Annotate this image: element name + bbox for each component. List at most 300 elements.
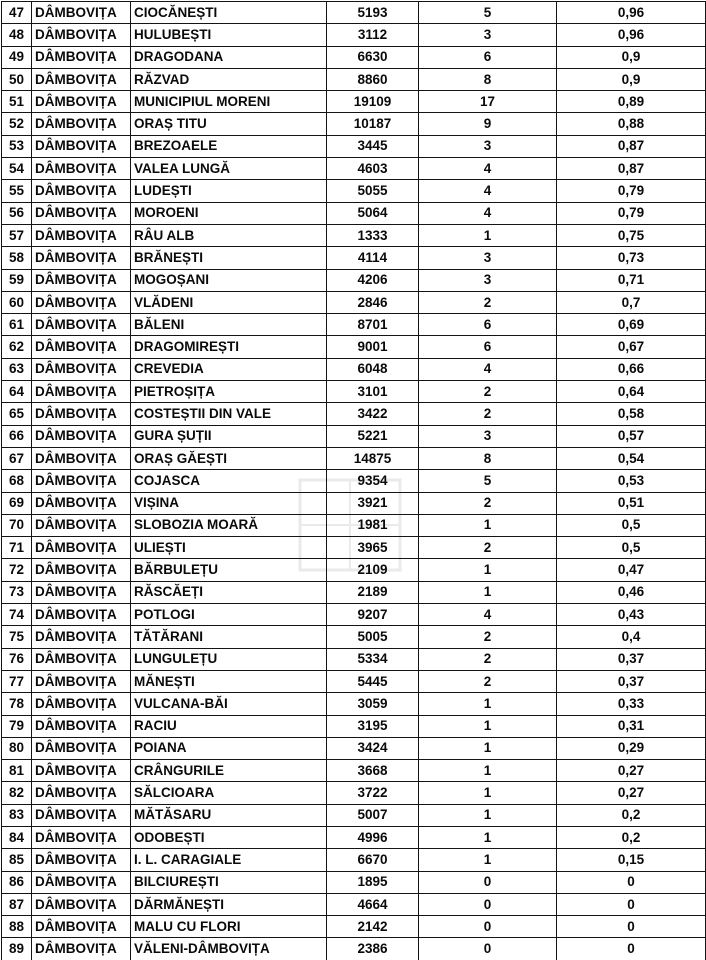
table-row xyxy=(2,581,706,603)
rate-cell: 0 xyxy=(557,893,706,915)
row-number-cell: 67 xyxy=(2,447,32,469)
cases-cell: 2 xyxy=(419,492,557,514)
population-cell: 4206 xyxy=(327,269,419,291)
county-cell: DÂMBOVIȚA xyxy=(32,381,131,403)
locality-cell: CRÂNGURILE xyxy=(131,760,327,782)
population-cell: 4996 xyxy=(327,826,419,848)
cases-cell: 0 xyxy=(419,916,557,938)
cases-cell: 1 xyxy=(419,224,557,246)
cases-cell: 3 xyxy=(419,269,557,291)
rate-cell: 0,9 xyxy=(557,46,706,68)
county-cell: DÂMBOVIȚA xyxy=(32,291,131,313)
locality-cell: MĂNEȘTI xyxy=(131,670,327,692)
table-row xyxy=(2,938,706,960)
population-cell: 3722 xyxy=(327,782,419,804)
table-row xyxy=(2,135,706,157)
cases-cell: 4 xyxy=(419,202,557,224)
row-number-cell: 72 xyxy=(2,559,32,581)
cases-cell: 0 xyxy=(419,871,557,893)
rate-cell: 0,66 xyxy=(557,358,706,380)
locality-cell: MUNICIPIUL MORENI xyxy=(131,91,327,113)
locality-cell: BREZOAELE xyxy=(131,135,327,157)
population-cell: 2109 xyxy=(327,559,419,581)
cases-cell: 1 xyxy=(419,693,557,715)
rate-cell: 0,15 xyxy=(557,849,706,871)
county-cell: DÂMBOVIȚA xyxy=(32,158,131,180)
county-cell: DÂMBOVIȚA xyxy=(32,693,131,715)
county-cell: DÂMBOVIȚA xyxy=(32,269,131,291)
locality-cell: ORAȘ TITU xyxy=(131,113,327,135)
rate-cell: 0,79 xyxy=(557,180,706,202)
table-row xyxy=(2,626,706,648)
table-row xyxy=(2,871,706,893)
population-cell: 2189 xyxy=(327,581,419,603)
table-row xyxy=(2,760,706,782)
row-number-cell: 76 xyxy=(2,648,32,670)
county-cell: DÂMBOVIȚA xyxy=(32,760,131,782)
cases-cell: 1 xyxy=(419,826,557,848)
population-cell: 3668 xyxy=(327,760,419,782)
locality-cell: BĂLENI xyxy=(131,314,327,336)
table-row xyxy=(2,693,706,715)
county-cell: DÂMBOVIȚA xyxy=(32,537,131,559)
table-row xyxy=(2,826,706,848)
county-cell: DÂMBOVIȚA xyxy=(32,224,131,246)
county-cell: DÂMBOVIȚA xyxy=(32,670,131,692)
rate-cell: 0,88 xyxy=(557,113,706,135)
table-row xyxy=(2,514,706,536)
cases-cell: 1 xyxy=(419,760,557,782)
county-cell: DÂMBOVIȚA xyxy=(32,247,131,269)
population-cell: 6630 xyxy=(327,46,419,68)
population-cell: 1895 xyxy=(327,871,419,893)
population-cell: 5064 xyxy=(327,202,419,224)
cases-cell: 6 xyxy=(419,314,557,336)
table-row xyxy=(2,916,706,938)
locality-cell: ULIEȘTI xyxy=(131,537,327,559)
row-number-cell: 50 xyxy=(2,68,32,90)
table-row xyxy=(2,46,706,68)
table-row xyxy=(2,202,706,224)
rate-cell: 0,46 xyxy=(557,581,706,603)
cases-cell: 8 xyxy=(419,68,557,90)
population-cell: 9354 xyxy=(327,470,419,492)
locality-cell: COSTEȘTII DIN VALE xyxy=(131,403,327,425)
population-cell: 8860 xyxy=(327,68,419,90)
population-cell: 5221 xyxy=(327,425,419,447)
population-cell: 1981 xyxy=(327,514,419,536)
county-cell: DÂMBOVIȚA xyxy=(32,715,131,737)
table-row xyxy=(2,314,706,336)
county-cell: DÂMBOVIȚA xyxy=(32,24,131,46)
rate-cell: 0,96 xyxy=(557,24,706,46)
rate-cell: 0 xyxy=(557,938,706,960)
rate-cell: 0,54 xyxy=(557,447,706,469)
table-row xyxy=(2,804,706,826)
locality-cell: GURA ȘUȚII xyxy=(131,425,327,447)
population-cell: 4114 xyxy=(327,247,419,269)
county-cell: DÂMBOVIȚA xyxy=(32,46,131,68)
county-cell: DÂMBOVIȚA xyxy=(32,470,131,492)
rate-cell: 0,87 xyxy=(557,158,706,180)
cases-cell: 1 xyxy=(419,514,557,536)
table-row xyxy=(2,2,706,24)
row-number-cell: 73 xyxy=(2,581,32,603)
county-cell: DÂMBOVIȚA xyxy=(32,202,131,224)
population-cell: 3965 xyxy=(327,537,419,559)
rate-cell: 0,79 xyxy=(557,202,706,224)
county-cell: DÂMBOVIȚA xyxy=(32,403,131,425)
table-row xyxy=(2,715,706,737)
population-cell: 3112 xyxy=(327,24,419,46)
county-cell: DÂMBOVIȚA xyxy=(32,782,131,804)
row-number-cell: 71 xyxy=(2,537,32,559)
cases-cell: 9 xyxy=(419,113,557,135)
row-number-cell: 62 xyxy=(2,336,32,358)
row-number-cell: 68 xyxy=(2,470,32,492)
table-row xyxy=(2,24,706,46)
population-cell: 9207 xyxy=(327,604,419,626)
rate-cell: 0,31 xyxy=(557,715,706,737)
population-cell: 14875 xyxy=(327,447,419,469)
rate-cell: 0,73 xyxy=(557,247,706,269)
population-cell: 8701 xyxy=(327,314,419,336)
rate-cell: 0,2 xyxy=(557,804,706,826)
rate-cell: 0,67 xyxy=(557,336,706,358)
population-cell: 1333 xyxy=(327,224,419,246)
locality-cell: DRAGOMIREȘTI xyxy=(131,336,327,358)
rate-cell: 0,5 xyxy=(557,537,706,559)
row-number-cell: 53 xyxy=(2,135,32,157)
county-cell: DÂMBOVIȚA xyxy=(32,938,131,960)
table-row xyxy=(2,470,706,492)
population-cell: 2386 xyxy=(327,938,419,960)
population-cell: 3101 xyxy=(327,381,419,403)
locality-cell: POIANA xyxy=(131,737,327,759)
cases-cell: 6 xyxy=(419,336,557,358)
cases-cell: 3 xyxy=(419,135,557,157)
cases-cell: 0 xyxy=(419,893,557,915)
locality-cell: BRĂNEȘTI xyxy=(131,247,327,269)
rate-cell: 0,9 xyxy=(557,68,706,90)
cases-cell: 1 xyxy=(419,559,557,581)
locality-cell: DĂRMĂNEȘTI xyxy=(131,893,327,915)
rate-cell: 0,89 xyxy=(557,91,706,113)
locality-cell: TĂTĂRANI xyxy=(131,626,327,648)
population-cell: 5193 xyxy=(327,2,419,24)
row-number-cell: 64 xyxy=(2,381,32,403)
cases-cell: 0 xyxy=(419,938,557,960)
county-cell: DÂMBOVIȚA xyxy=(32,916,131,938)
row-number-cell: 59 xyxy=(2,269,32,291)
county-cell: DÂMBOVIȚA xyxy=(32,826,131,848)
table-row xyxy=(2,180,706,202)
county-cell: DÂMBOVIȚA xyxy=(32,492,131,514)
population-cell: 3422 xyxy=(327,403,419,425)
cases-cell: 2 xyxy=(419,626,557,648)
county-cell: DÂMBOVIȚA xyxy=(32,893,131,915)
locality-cell: MĂTĂSARU xyxy=(131,804,327,826)
table-row xyxy=(2,336,706,358)
row-number-cell: 83 xyxy=(2,804,32,826)
row-number-cell: 56 xyxy=(2,202,32,224)
rate-cell: 0,87 xyxy=(557,135,706,157)
locality-cell: BĂRBULEȚU xyxy=(131,559,327,581)
locality-cell: I. L. CARAGIALE xyxy=(131,849,327,871)
population-cell: 5055 xyxy=(327,180,419,202)
table-row xyxy=(2,381,706,403)
locality-cell: ODOBEȘTI xyxy=(131,826,327,848)
table-row xyxy=(2,91,706,113)
row-number-cell: 48 xyxy=(2,24,32,46)
table-row xyxy=(2,604,706,626)
cases-cell: 2 xyxy=(419,381,557,403)
table-row xyxy=(2,224,706,246)
locality-cell: LUNGULEȚU xyxy=(131,648,327,670)
population-cell: 6048 xyxy=(327,358,419,380)
row-number-cell: 49 xyxy=(2,46,32,68)
locality-cell: RÂU ALB xyxy=(131,224,327,246)
row-number-cell: 47 xyxy=(2,2,32,24)
row-number-cell: 66 xyxy=(2,425,32,447)
rate-cell: 0,27 xyxy=(557,782,706,804)
row-number-cell: 51 xyxy=(2,91,32,113)
cases-cell: 3 xyxy=(419,24,557,46)
locality-cell: SLOBOZIA MOARĂ xyxy=(131,514,327,536)
rate-cell: 0,37 xyxy=(557,648,706,670)
locality-cell: VIȘINA xyxy=(131,492,327,514)
table-row xyxy=(2,737,706,759)
row-number-cell: 81 xyxy=(2,760,32,782)
rate-cell: 0,96 xyxy=(557,2,706,24)
row-number-cell: 80 xyxy=(2,737,32,759)
cases-cell: 2 xyxy=(419,670,557,692)
table-row xyxy=(2,403,706,425)
cases-cell: 4 xyxy=(419,180,557,202)
locality-cell: CIOCĂNEȘTI xyxy=(131,2,327,24)
table-row xyxy=(2,291,706,313)
table-row xyxy=(2,425,706,447)
row-number-cell: 70 xyxy=(2,514,32,536)
rate-cell: 0,43 xyxy=(557,604,706,626)
cases-cell: 5 xyxy=(419,2,557,24)
cases-cell: 1 xyxy=(419,715,557,737)
rate-cell: 0,71 xyxy=(557,269,706,291)
row-number-cell: 82 xyxy=(2,782,32,804)
population-cell: 5334 xyxy=(327,648,419,670)
row-number-cell: 79 xyxy=(2,715,32,737)
county-cell: DÂMBOVIȚA xyxy=(32,871,131,893)
locality-cell: VĂLENI-DÂMBOVIȚA xyxy=(131,938,327,960)
table-row xyxy=(2,670,706,692)
rate-cell: 0,7 xyxy=(557,291,706,313)
population-cell: 4603 xyxy=(327,158,419,180)
locality-cell: CREVEDIA xyxy=(131,358,327,380)
population-cell: 19109 xyxy=(327,91,419,113)
population-cell: 3424 xyxy=(327,737,419,759)
row-number-cell: 77 xyxy=(2,670,32,692)
cases-cell: 17 xyxy=(419,91,557,113)
rate-cell: 0,51 xyxy=(557,492,706,514)
county-cell: DÂMBOVIȚA xyxy=(32,135,131,157)
population-cell: 3921 xyxy=(327,492,419,514)
locality-cell: VALEA LUNGĂ xyxy=(131,158,327,180)
rate-cell: 0,2 xyxy=(557,826,706,848)
cases-cell: 1 xyxy=(419,737,557,759)
cases-cell: 4 xyxy=(419,358,557,380)
locality-cell: COJASCA xyxy=(131,470,327,492)
county-cell: DÂMBOVIȚA xyxy=(32,604,131,626)
row-number-cell: 63 xyxy=(2,358,32,380)
row-number-cell: 86 xyxy=(2,871,32,893)
county-cell: DÂMBOVIȚA xyxy=(32,648,131,670)
locality-cell: ORAȘ GĂEȘTI xyxy=(131,447,327,469)
table-row xyxy=(2,648,706,670)
table-row xyxy=(2,782,706,804)
rate-cell: 0,29 xyxy=(557,737,706,759)
table-row xyxy=(2,68,706,90)
county-cell: DÂMBOVIȚA xyxy=(32,626,131,648)
locality-cell: MOROENI xyxy=(131,202,327,224)
locality-incidence-table xyxy=(1,1,706,960)
rate-cell: 0,75 xyxy=(557,224,706,246)
cases-cell: 1 xyxy=(419,581,557,603)
row-number-cell: 69 xyxy=(2,492,32,514)
locality-cell: VULCANA-BĂI xyxy=(131,693,327,715)
cases-cell: 4 xyxy=(419,604,557,626)
rate-cell: 0,69 xyxy=(557,314,706,336)
rate-cell: 0,47 xyxy=(557,559,706,581)
table-body xyxy=(2,2,706,960)
locality-cell: DRAGODANA xyxy=(131,46,327,68)
table-row xyxy=(2,559,706,581)
row-number-cell: 57 xyxy=(2,224,32,246)
locality-cell: SĂLCIOARA xyxy=(131,782,327,804)
cases-cell: 8 xyxy=(419,447,557,469)
row-number-cell: 85 xyxy=(2,849,32,871)
row-number-cell: 58 xyxy=(2,247,32,269)
table-row xyxy=(2,492,706,514)
county-cell: DÂMBOVIȚA xyxy=(32,2,131,24)
row-number-cell: 84 xyxy=(2,826,32,848)
cases-cell: 5 xyxy=(419,470,557,492)
row-number-cell: 89 xyxy=(2,938,32,960)
county-cell: DÂMBOVIȚA xyxy=(32,113,131,135)
county-cell: DÂMBOVIȚA xyxy=(32,180,131,202)
locality-cell: MOGOȘANI xyxy=(131,269,327,291)
cases-cell: 3 xyxy=(419,247,557,269)
county-cell: DÂMBOVIȚA xyxy=(32,737,131,759)
population-cell: 5007 xyxy=(327,804,419,826)
table-row xyxy=(2,158,706,180)
row-number-cell: 88 xyxy=(2,916,32,938)
county-cell: DÂMBOVIȚA xyxy=(32,581,131,603)
row-number-cell: 54 xyxy=(2,158,32,180)
row-number-cell: 60 xyxy=(2,291,32,313)
rate-cell: 0 xyxy=(557,916,706,938)
county-cell: DÂMBOVIȚA xyxy=(32,314,131,336)
cases-cell: 2 xyxy=(419,648,557,670)
population-cell: 3059 xyxy=(327,693,419,715)
cases-cell: 2 xyxy=(419,537,557,559)
population-cell: 9001 xyxy=(327,336,419,358)
cases-cell: 1 xyxy=(419,782,557,804)
table-row xyxy=(2,269,706,291)
county-cell: DÂMBOVIȚA xyxy=(32,447,131,469)
table-row xyxy=(2,849,706,871)
table-row xyxy=(2,537,706,559)
locality-cell: VLĂDENI xyxy=(131,291,327,313)
population-cell: 3445 xyxy=(327,135,419,157)
cases-cell: 3 xyxy=(419,425,557,447)
population-cell: 6670 xyxy=(327,849,419,871)
rate-cell: 0,37 xyxy=(557,670,706,692)
row-number-cell: 74 xyxy=(2,604,32,626)
row-number-cell: 61 xyxy=(2,314,32,336)
rate-cell: 0,58 xyxy=(557,403,706,425)
rate-cell: 0 xyxy=(557,871,706,893)
county-cell: DÂMBOVIȚA xyxy=(32,336,131,358)
population-cell: 2142 xyxy=(327,916,419,938)
population-cell: 10187 xyxy=(327,113,419,135)
locality-cell: BILCIUREȘTI xyxy=(131,871,327,893)
county-cell: DÂMBOVIȚA xyxy=(32,804,131,826)
cases-cell: 1 xyxy=(419,849,557,871)
rate-cell: 0,53 xyxy=(557,470,706,492)
rate-cell: 0,4 xyxy=(557,626,706,648)
locality-cell: LUDEȘTI xyxy=(131,180,327,202)
county-cell: DÂMBOVIȚA xyxy=(32,91,131,113)
rate-cell: 0,5 xyxy=(557,514,706,536)
row-number-cell: 78 xyxy=(2,693,32,715)
county-cell: DÂMBOVIȚA xyxy=(32,849,131,871)
population-cell: 4664 xyxy=(327,893,419,915)
cases-cell: 1 xyxy=(419,804,557,826)
locality-cell: HULUBEȘTI xyxy=(131,24,327,46)
table-row xyxy=(2,447,706,469)
rate-cell: 0,27 xyxy=(557,760,706,782)
population-cell: 5005 xyxy=(327,626,419,648)
county-cell: DÂMBOVIȚA xyxy=(32,514,131,536)
locality-cell: RACIU xyxy=(131,715,327,737)
locality-cell: RĂZVAD xyxy=(131,68,327,90)
county-cell: DÂMBOVIȚA xyxy=(32,559,131,581)
locality-cell: RĂSCĂEȚI xyxy=(131,581,327,603)
rate-cell: 0,57 xyxy=(557,425,706,447)
table-row xyxy=(2,893,706,915)
row-number-cell: 55 xyxy=(2,180,32,202)
rate-cell: 0,33 xyxy=(557,693,706,715)
table-row xyxy=(2,113,706,135)
locality-cell: MALU CU FLORI xyxy=(131,916,327,938)
county-cell: DÂMBOVIȚA xyxy=(32,358,131,380)
population-cell: 5445 xyxy=(327,670,419,692)
population-cell: 3195 xyxy=(327,715,419,737)
population-cell: 2846 xyxy=(327,291,419,313)
row-number-cell: 65 xyxy=(2,403,32,425)
cases-cell: 2 xyxy=(419,291,557,313)
cases-cell: 6 xyxy=(419,46,557,68)
locality-cell: POTLOGI xyxy=(131,604,327,626)
county-cell: DÂMBOVIȚA xyxy=(32,68,131,90)
row-number-cell: 87 xyxy=(2,893,32,915)
row-number-cell: 75 xyxy=(2,626,32,648)
row-number-cell: 52 xyxy=(2,113,32,135)
cases-cell: 2 xyxy=(419,403,557,425)
county-cell: DÂMBOVIȚA xyxy=(32,425,131,447)
rate-cell: 0,64 xyxy=(557,381,706,403)
cases-cell: 4 xyxy=(419,158,557,180)
